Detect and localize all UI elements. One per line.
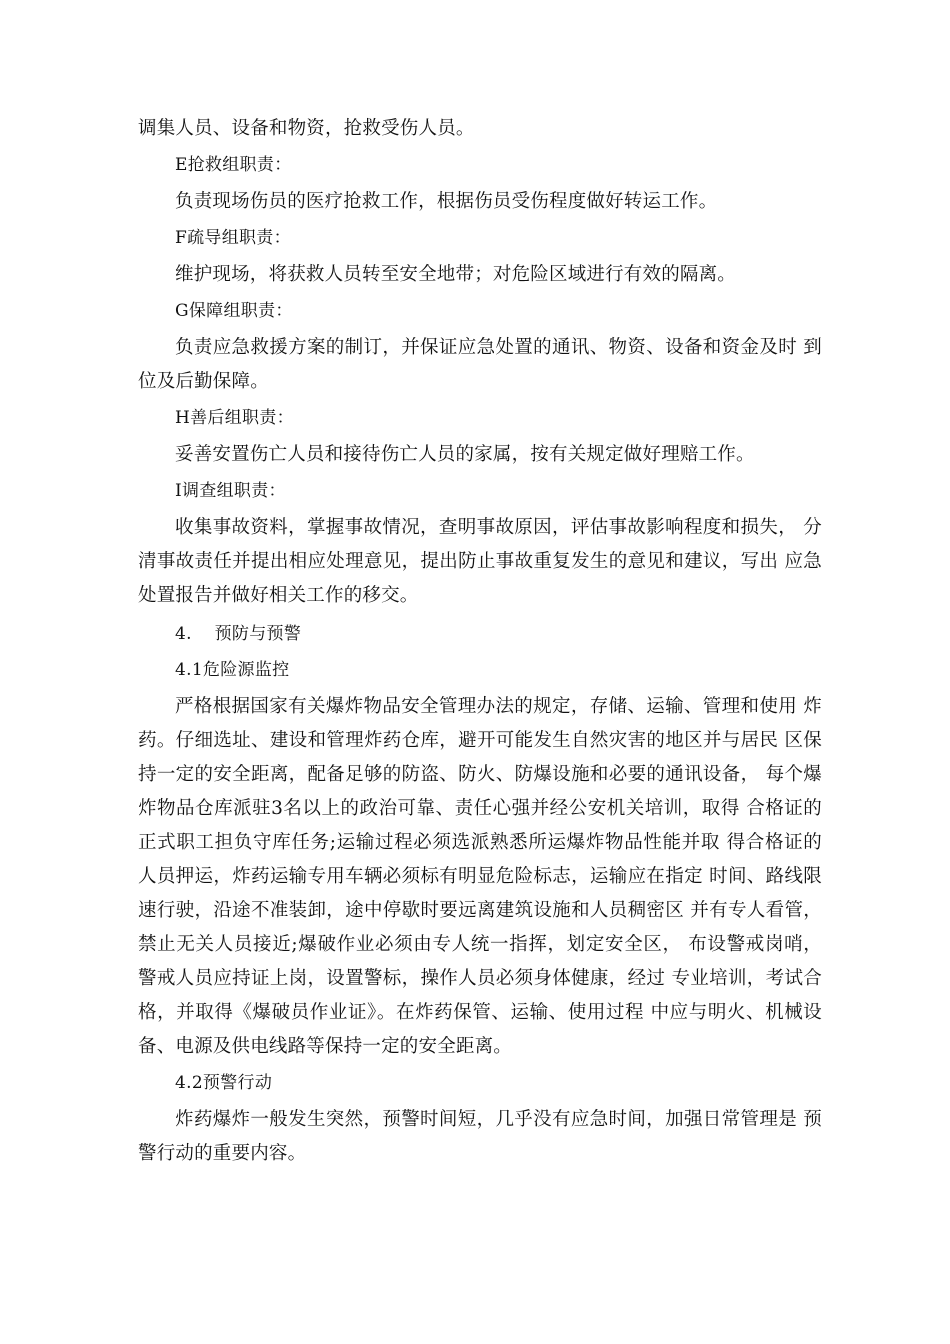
paragraph-g-support-duty: 负责应急救援方案的制订，并保证应急处置的通讯、物资、设备和资金及时 到位及后勤保障。 [138,337,822,392]
paragraph-e-rescue-duty: 负责现场伤员的医疗抢救工作，根据伤员受伤程度做好转运工作。 [175,191,718,212]
paragraph-i-investigation-duty: 收集事故资料，掌握事故情况，查明事故原因，评估事故影响程度和损失， 分清事故责任并提出相应处理意见，提出防止事故重复发生的意见和建议，写出 应急处置报告并做好相关工作的移交。 [138,517,822,606]
subsection-heading-warning-action: 4.2预警行动 [175,1073,273,1093]
subsection-heading-hazard-monitoring: 4.1危险源监控 [175,660,290,680]
heading-f-guidance-team: F疏导组职责： [175,228,291,248]
heading-i-investigation-team: I调查组职责： [175,481,286,501]
paragraph-h-aftermath-duty: 妥善安置伤亡人员和接待伤亡人员的家属，按有关规定做好理赔工作。 [175,444,755,465]
paragraph-hazard-monitoring: 严格根据国家有关爆炸物品安全管理办法的规定，存储、运输、管理和使用 炸药。仔细选址、建设和管理炸药仓库，避开可能发生自然灾害的地区并与居民 区保持一定的安全距离，配备足够的防盗、防火、防爆设施和必要的通讯设备， 每个爆炸物品仓库派驻3名以上的政治可靠、责任心强并经公安机关培训，取得 合格证的正式职工担负守库任务;运输过程必须选派熟悉所运爆炸物品性能并取 得合格证的人员押运，炸药运输专用车辆必须标有明显危险标志，运输应在指定 时间、路线限速行驶，沿途不准装卸，途中停歇时要远离建筑设施和人员稠密区 并有专人看管，禁止无关人员接近;爆破作业必须由专人统一指挥，划定安全区， 布设警戒岗哨，警戒人员应持证上岗，设置警标，操作人员必须身体健康，经过 专业培训，考试合格，并取得《爆破员作业证》。在炸药保管、运输、使用过程 中应与明火、机械设备、电源及供电线路等保持一定的安全距离。 [138,696,822,1057]
section-heading-prevention-warning: 4. 预防与预警 [175,624,302,644]
paragraph-f-guidance-duty: 维护现场，将获救人员转至安全地带；对危险区域进行有效的隔离。 [175,264,737,285]
document-page [138,112,822,1171]
paragraph-warning-action: 炸药爆炸一般发生突然，预警时间短，几乎没有应急时间，加强日常管理是 预警行动的重要内容。 [138,1109,822,1164]
paragraph-rescue-continued: 调集人员、设备和物资，抢救受伤人员。 [138,118,475,139]
heading-g-support-team: G保障组职责： [175,301,293,321]
heading-h-aftermath-team: H善后组职责： [175,408,294,428]
heading-e-rescue-team: E抢救组职责： [175,155,292,175]
